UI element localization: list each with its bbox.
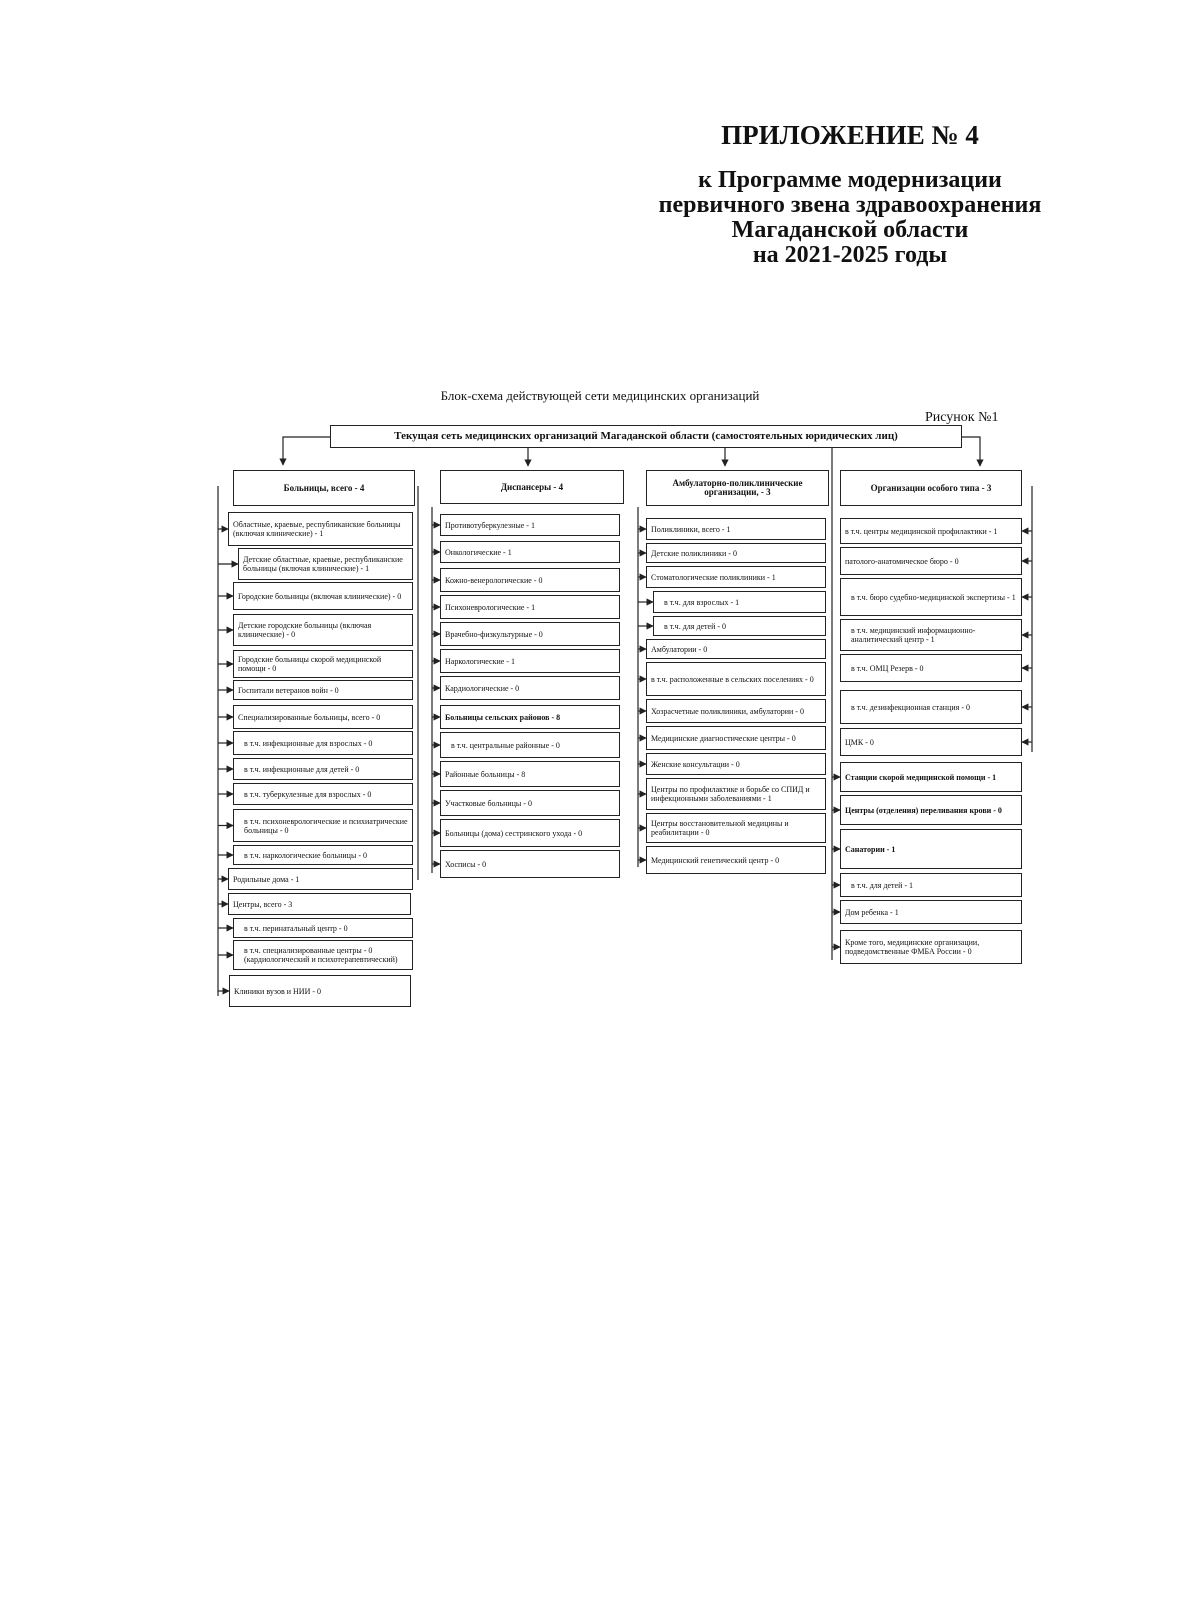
outpatient-item: Медицинский генетический центр - 0 [646,846,826,874]
special-item: в т.ч. медицинский информационно-аналитический центр - 1 [840,619,1022,651]
hospital-item: в т.ч. перинатальный центр - 0 [233,918,413,938]
outpatient-item: Поликлиники, всего - 1 [646,518,826,540]
hospital-item: Центры, всего - 3 [228,893,411,915]
subtitle-line: первичного звена здравоохранения [658,192,1042,218]
outpatient-item: Медицинские диагностические центры - 0 [646,726,826,750]
dispensary-item: Кожно-венерологические - 0 [440,568,620,592]
subtitle-line: на 2021-2025 годы [752,242,948,268]
hospital-item: в т.ч. инфекционные для взрослых - 0 [233,731,413,755]
special-item: Дом ребенка - 1 [840,900,1022,924]
outpatient-item: Центры по профилактике и борьбе со СПИД и инфекционными заболеваниями - 1 [646,778,826,810]
special-item: в т.ч. бюро судебно-медицинской экспертизы - 1 [840,578,1022,616]
dispensary-item: Хосписы - 0 [440,850,620,878]
hospital-item: в т.ч. наркологические больницы - 0 [233,845,413,865]
outpatient-item: Детские поликлиники - 0 [646,543,826,563]
outpatient-item: в т.ч. для детей - 0 [653,616,826,636]
subtitle-line: к Программе модернизации [698,167,1002,193]
hospital-item: Детские областные, краевые, республиканские больницы (включая клинические) - 1 [238,548,413,580]
outpatient-item: в т.ч. расположенные в сельских поселениях - 0 [646,662,826,696]
special-item: Кроме того, медицинские организации, подведомственные ФМБА России - 0 [840,930,1022,964]
hospital-item: в т.ч. инфекционные для детей - 0 [233,758,413,780]
outpatient-item: Стоматологические поликлиники - 1 [646,566,826,588]
hospital-item: Госпитали ветеранов войн - 0 [233,680,413,700]
hospital-item: Родильные дома - 1 [228,868,413,890]
special-item: Станции скорой медицинской помощи - 1 [840,762,1022,792]
hospital-item: в т.ч. психоневрологические и психиатрические больницы - 0 [233,809,413,842]
outpatient-header: Амбулаторно-поликлинические организации, - 3 [646,470,829,506]
dispensary-item: Кардиологические - 0 [440,676,620,700]
special-item: ЦМК - 0 [840,728,1022,756]
hospital-item: Клиники вузов и НИИ - 0 [229,975,411,1007]
special-item: Санатории - 1 [840,829,1022,869]
dispensary-item: Участковые больницы - 0 [440,790,620,816]
hospital-item: Специализированные больницы, всего - 0 [233,705,413,729]
special-item: в т.ч. центры медицинской профилактики - 1 [840,518,1022,544]
hospital-item: Городские больницы (включая клинические) - 0 [233,582,413,610]
special-header: Организации особого типа - 3 [840,470,1022,506]
dispensary-item: в т.ч. центральные районные - 0 [440,732,620,758]
hospital-item: Городские больницы скорой медицинской помощи - 0 [233,650,413,678]
outpatient-item: Амбулатории - 0 [646,639,826,659]
special-item: патолого-анатомическое бюро - 0 [840,547,1022,575]
dispensary-item: Врачебно-физкультурные - 0 [440,622,620,646]
outpatient-item: Женские консультации - 0 [646,753,826,775]
figure-label: Рисунок №1 [925,410,999,425]
special-item: в т.ч. для детей - 1 [840,873,1022,897]
outpatient-item: Хозрасчетные поликлиники, амбулатории - 0 [646,699,826,723]
appendix-title: ПРИЛОЖЕНИЕ № 4 [721,120,979,150]
dispensaries-header: Диспансеры - 4 [440,470,624,504]
subtitle-line: Магаданской области [731,217,969,243]
outpatient-item: Центры восстановительной медицины и реабилитации - 0 [646,813,826,843]
outpatient-item: в т.ч. для взрослых - 1 [653,591,826,613]
connector [962,437,980,466]
special-item: в т.ч. дезинфекционная станция - 0 [840,690,1022,724]
root-box: Текущая сеть медицинских организаций Магаданской области (самостоятельных юридических лиц) [330,425,962,448]
dispensary-item: Психоневрологические - 1 [440,595,620,619]
connector [283,437,330,465]
hospital-item: в т.ч. туберкулезные для взрослых - 0 [233,783,413,805]
dispensary-item: Противотуберкулезные - 1 [440,514,620,536]
hospital-item: Детские городские больницы (включая клинические) - 0 [233,614,413,646]
dispensary-item: Онкологические - 1 [440,541,620,563]
hospital-item: Областные, краевые, республиканские больницы (включая клинические) - 1 [228,512,413,546]
dispensary-item: Больницы сельских районов - 8 [440,705,620,729]
hospitals-header: Больницы, всего - 4 [233,470,415,506]
special-item: в т.ч. ОМЦ Резерв - 0 [840,654,1022,682]
diagram-title: Блок-схема действующей сети медицинских организаций [440,388,760,403]
special-item: Центры (отделения) переливания крови - 0 [840,795,1022,825]
hospital-item: в т.ч. специализированные центры - 0 (кардиологический и психотерапевтический) [233,940,413,970]
dispensary-item: Районные больницы - 8 [440,761,620,787]
dispensary-item: Наркологические - 1 [440,649,620,673]
dispensary-item: Больницы (дома) сестринского ухода - 0 [440,819,620,847]
